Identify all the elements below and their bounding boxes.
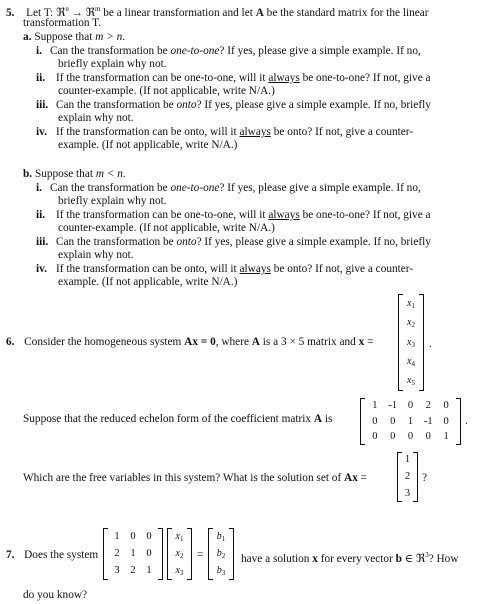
q6-x-entry: $x_5$ — [407, 375, 415, 388]
q6-free-question: Which are the free variables in this system? What is the solution set of Ax = — [23, 472, 368, 484]
q5a-item-text: be one-to-one? If not, give a — [299, 72, 431, 84]
q6-x-period: . — [429, 338, 432, 350]
q6-ref-cell: 0 — [372, 431, 378, 443]
q5-intro-line1: 5. Let T: ℜ$^n$ → ℜ$^m$ be a linear transformation and let A be the standard matrix for the linear — [6, 5, 429, 19]
q5a-item-text: ? If yes, please give a simple example. If no, — [219, 45, 421, 57]
q5a-item-2-line1 — [36, 72, 431, 85]
q5b-item-number: iv. — [36, 263, 47, 275]
q5b-item-number: i. — [36, 182, 42, 194]
q7-b-vector — [208, 528, 234, 580]
q5b-item-number: iii. — [36, 236, 49, 248]
q5b-item-4-line2: example. (If not applicable, write N/A.) — [58, 276, 238, 288]
q5b-item-underline: always — [268, 209, 300, 221]
q7-coef-cell: 1 — [146, 565, 152, 577]
q7-coef-cell: 3 — [114, 565, 120, 577]
q6-ref-cell: 0 — [390, 415, 396, 427]
q6-ref-cell: 0 — [443, 399, 449, 411]
q5a-item-number: iv. — [36, 126, 47, 138]
q6-ref-cell: 2 — [425, 399, 431, 411]
q5b-item-text: Can the transformation be — [56, 236, 177, 248]
q5a-item-emph: one-to-one — [170, 45, 220, 57]
q5a-label: a. — [23, 31, 32, 43]
q5b-label: b. — [23, 168, 33, 180]
q7-b-subscript: 2 — [221, 552, 226, 560]
q5a-item-underline: always — [268, 72, 300, 84]
q5a-item-text: If the transformation can be one-to-one, will it — [56, 72, 269, 84]
q6-x-subscript: 2 — [411, 321, 415, 330]
q7-equals: = — [197, 549, 204, 561]
q5b-condition: b. Suppose that m < n. — [23, 168, 126, 180]
q7-x-entry: $x_2$ — [175, 548, 184, 560]
q6-ref-cell: -1 — [388, 399, 398, 411]
q5b-item-text: be one-to-one? If not, give a — [299, 209, 431, 221]
q5-number: 5. — [6, 7, 15, 19]
q6-rhs-cell: 1 — [404, 454, 411, 466]
q7-coef-cell: 2 — [114, 548, 120, 559]
q5a-item-1-line2: briefly explain why not. — [58, 58, 167, 70]
q6-ref-cell: 0 — [372, 415, 378, 427]
q6-qmark: ? — [422, 472, 428, 484]
q6-ref-cell: 0 — [425, 431, 431, 443]
q5b-item-3-line2: explain why not. — [58, 249, 134, 261]
q7-coef-cell: 0 — [146, 548, 152, 559]
q6-x-subscript: 5 — [411, 379, 415, 388]
q7-coef-cell: 1 — [130, 548, 136, 559]
q6-intro: 6. Consider the homogeneous system Ax = 0, where A is a 3 × 5 matrix and x = — [6, 336, 374, 348]
q7-coef-cell: 0 — [146, 530, 152, 542]
q5a-item-emph: onto — [176, 99, 197, 111]
q6-ref-cell: 1 — [443, 431, 449, 443]
q7-x-subscript: 3 — [179, 569, 184, 578]
q5b-item-2-line1 — [36, 209, 431, 222]
q6-ref-cell: 1 — [372, 399, 378, 411]
q7-x-entry: $x_3$ — [175, 565, 184, 578]
q7-b-entry: $b_2$ — [216, 548, 226, 560]
q7-coef-matrix — [103, 528, 163, 580]
q5-intro-line2: transformation T. — [23, 17, 102, 29]
q5b-item-text: be onto? If not, give a counter- — [270, 263, 414, 275]
q7-b-entry: $b_1$ — [216, 530, 226, 543]
q6-ref-text: Suppose that the reduced echelon form of the coefficient matrix A is — [23, 413, 333, 425]
q6-x-subscript: 4 — [411, 359, 415, 368]
q5b-item-text: Can the transformation be — [50, 182, 171, 194]
q5a-item-text: ? If yes, please give a simple example. If no, briefly — [196, 99, 431, 111]
q6-ref-cell: 0 — [407, 431, 414, 443]
q7-x-subscript: 2 — [179, 552, 184, 560]
q5b-item-underline: always — [239, 263, 271, 275]
q6-ref-cell: 0 — [407, 399, 414, 411]
q5a-item-4-line1 — [36, 126, 413, 139]
q7-b-subscript: 1 — [221, 534, 226, 543]
q5a-item-3-line1 — [36, 99, 431, 112]
q6-number: 6. — [6, 336, 15, 348]
q7-coef-cell: 0 — [130, 530, 136, 542]
q6-x-subscript: 3 — [411, 340, 415, 349]
q7-intro: 7. Does the system — [6, 549, 99, 561]
q7-line2: do you know? — [23, 589, 88, 601]
q5a-item-4-line2: example. (If not applicable, write N/A.) — [58, 139, 238, 151]
q6-x-vector — [398, 294, 424, 391]
q5b-item-1-line2: briefly explain why not. — [58, 195, 167, 207]
q5a-item-text: Can the transformation be — [56, 99, 177, 111]
q5b-item-emph: one-to-one — [170, 182, 220, 194]
q5b-item-3-line1 — [36, 236, 431, 249]
q5a-item-number: i. — [36, 45, 42, 57]
q6-ref-cell: -1 — [423, 415, 433, 427]
q7-x-entry: $x_1$ — [175, 530, 184, 543]
q6-x-entry: $x_1$ — [407, 297, 415, 310]
q6-ref-cell: 1 — [407, 415, 414, 427]
q7-b-subscript: 3 — [221, 569, 226, 578]
q5b-item-text: ? If yes, please give a simple example. If no, briefly — [196, 236, 431, 248]
q7-coef-cell: 2 — [130, 565, 136, 577]
q5a-item-number: iii. — [36, 99, 49, 111]
q6-x-subscript: 1 — [411, 301, 415, 310]
q7-x-subscript: 1 — [179, 534, 184, 543]
q5a-item-text: be onto? If not, give a counter- — [270, 126, 414, 138]
q5a-item-text: If the transformation can be onto, will it — [56, 126, 240, 138]
q5b-item-text: ? If yes, please give a simple example. If no, — [219, 182, 421, 194]
q7-b-entry: $b_3$ — [216, 565, 226, 578]
q5a-item-2-line2: counter-example. (If not applicable, write N/A.) — [58, 85, 275, 97]
q6-rhs-cell: 3 — [404, 487, 411, 499]
q6-x-entry: $x_4$ — [407, 355, 415, 368]
q5a-item-3-line2: explain why not. — [58, 112, 134, 124]
q5b-item-4-line1 — [36, 263, 413, 276]
q5b-item-1-line1 — [36, 182, 421, 195]
q5a-item-text: Can the transformation be — [50, 45, 171, 57]
q5b-item-text: If the transformation can be one-to-one, will it — [56, 209, 269, 221]
q7-coef-cell: 1 — [114, 530, 120, 542]
q7-text-rest: have a solution x for every vector b ∈ ℜ$^3$? How — [241, 551, 459, 565]
q6-x-entry: $x_2$ — [407, 317, 415, 330]
q5b-item-emph: onto — [176, 236, 197, 248]
q6-ref-period: . — [465, 415, 468, 427]
q6-ref-cell: 0 — [443, 415, 449, 427]
q6-ref-cell: 0 — [390, 431, 396, 443]
q6-rhs-cell: 2 — [404, 471, 411, 482]
q6-rhs-vector — [397, 452, 418, 502]
q5a-item-number: ii. — [36, 72, 46, 84]
q5a-condition: a. Suppose that m > n. — [23, 31, 126, 43]
q5b-item-number: ii. — [36, 209, 46, 221]
q5b-item-text: If the transformation can be onto, will it — [56, 263, 240, 275]
q5b-item-2-line2: counter-example. (If not applicable, write N/A.) — [58, 222, 275, 234]
q7-number: 7. — [6, 549, 15, 561]
q7-x-vector — [167, 528, 192, 580]
q5a-item-underline: always — [239, 126, 271, 138]
q6-ref-matrix — [360, 398, 461, 445]
q5a-item-1-line1 — [36, 45, 421, 58]
q6-x-entry: $x_3$ — [407, 336, 415, 349]
